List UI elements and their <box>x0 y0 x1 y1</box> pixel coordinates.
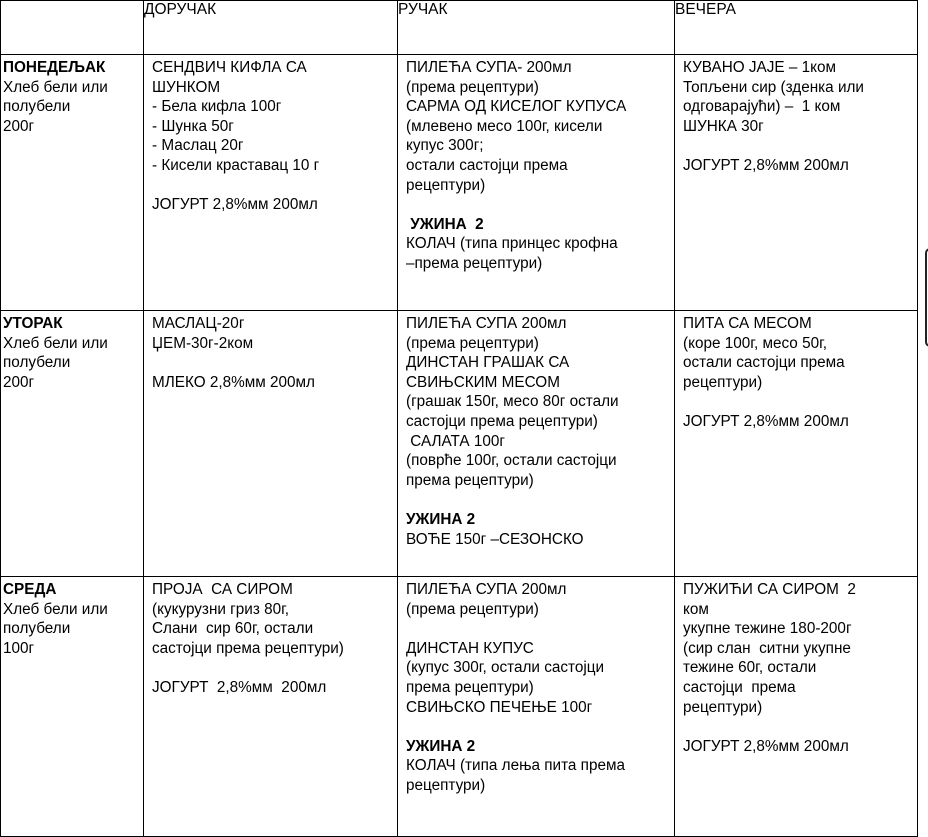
menu-line: рецептури) <box>406 776 486 794</box>
menu-line: ЈОГУРТ 2,8%мм 200мл <box>152 678 327 696</box>
menu-line: ПРОЈА СА СИРОМ <box>152 581 293 598</box>
menu-line: 200г <box>3 373 35 391</box>
breakfast-cell <box>144 577 398 837</box>
menu-line: ЈОГУРТ 2,8%мм 200мл <box>683 156 849 174</box>
menu-line: ПИЛЕЋА СУПА 200мл <box>406 315 567 332</box>
menu-line: (према рецептури) <box>406 600 539 618</box>
menu-line: ПИЛЕЋА СУПА- 200мл <box>406 59 572 76</box>
menu-line: укупне тежине 180-200г <box>683 620 852 638</box>
table-row <box>1 55 918 311</box>
spacer <box>406 619 674 639</box>
menu-line: рецептури) <box>406 176 486 194</box>
menu-line: СВИЊСКО ПЕЧЕЊЕ 100г <box>406 698 593 716</box>
menu-line: ЏЕМ-30г-2ком <box>152 334 254 352</box>
header-dinner: ВЕЧЕРА <box>675 1 918 55</box>
spacer <box>406 717 674 737</box>
menu-line: остали састојци према <box>406 156 568 174</box>
menu-line: ПИТА СА МЕСОМ <box>683 315 812 332</box>
menu-line: (грашак 150г, месо 80г остали <box>406 393 619 411</box>
header-breakfast: ДОРУЧАК <box>144 1 398 55</box>
spacer <box>152 658 397 678</box>
menu-line: Топљени сир (зденка или <box>683 78 864 96</box>
day-name: УТОРАК <box>3 315 63 332</box>
header-day <box>1 1 144 55</box>
spacer <box>152 176 397 196</box>
menu-line: (кукурузни гриз 80г, <box>152 600 290 618</box>
day-cell <box>1 311 144 577</box>
lunch-cell <box>398 55 675 311</box>
day-cell <box>1 577 144 837</box>
menu-line: (млевено месо 100г, кисели <box>406 117 603 135</box>
spacer <box>683 717 917 737</box>
menu-line: полубели <box>3 354 71 372</box>
day-cell <box>1 55 144 311</box>
snack-heading: УЖИНА 2 <box>406 215 484 233</box>
menu-line: КОЛАЧ (типа лења пита према <box>406 757 626 775</box>
menu-line: (поврће 100г, остали састојци <box>406 452 617 470</box>
menu-line: КОЛАЧ (типа принцес крофна <box>406 235 618 253</box>
breakfast-cell <box>144 311 398 577</box>
menu-line: МАСЛАЦ-20г <box>152 315 245 332</box>
menu-line: ЈОГУРТ 2,8%мм 200мл <box>683 737 849 755</box>
table-row <box>1 311 918 577</box>
dinner-cell <box>675 311 918 577</box>
menu-line: –према рецептури) <box>406 254 543 272</box>
spacer <box>406 195 674 215</box>
menu-line: рецептури) <box>683 373 763 391</box>
menu-line: полубели <box>3 620 71 638</box>
menu-line: ПУЖИЋИ СА СИРОМ 2 <box>683 581 856 598</box>
menu-line: - Шунка 50г <box>152 117 234 135</box>
menu-line: тежине 60г, остали <box>683 659 817 677</box>
menu-line: ЈОГУРТ 2,8%мм 200мл <box>683 412 849 430</box>
menu-line: Слани сир 60г, остали <box>152 620 314 638</box>
dinner-cell <box>675 55 918 311</box>
menu-line: (према рецептури) <box>406 334 539 352</box>
menu-line: - Маслац 20г <box>152 137 244 155</box>
menu-line: Хлеб бели или <box>3 334 108 352</box>
menu-line: ПИЛЕЋА СУПА 200мл <box>406 581 567 598</box>
menu-line: према рецептури) <box>406 471 534 489</box>
menu-line: КУВАНО ЈАЈЕ – 1ком <box>683 59 836 76</box>
menu-line: Хлеб бели или <box>3 600 108 618</box>
menu-line: - Бела кифла 100г <box>152 98 282 116</box>
menu-line: према рецептури) <box>406 678 534 696</box>
menu-line: СВИЊСКИМ МЕСОМ <box>406 373 560 391</box>
spacer <box>683 136 917 156</box>
menu-line: МЛЕКО 2,8%мм 200мл <box>152 373 315 391</box>
snack-heading: УЖИНА 2 <box>406 737 476 755</box>
menu-line: ком <box>683 600 709 618</box>
menu-line: састојци према <box>683 678 796 696</box>
menu-line: (коре 100г, месо 50г, <box>683 334 828 352</box>
menu-line: (према рецептури) <box>406 78 539 96</box>
header-lunch: РУЧАК <box>398 1 675 55</box>
menu-line: САЛАТА 100г <box>406 432 505 450</box>
menu-line: купус 300г; <box>406 137 484 155</box>
menu-line: САРМА ОД КИСЕЛОГ КУПУСА <box>406 98 627 116</box>
spacer <box>406 490 674 510</box>
day-name: СРЕДА <box>3 581 57 598</box>
menu-line: ДИНСТАН ГРАШАК СА <box>406 354 570 372</box>
menu-line: ШУНКОМ <box>152 78 221 96</box>
spacer <box>683 392 917 412</box>
breakfast-cell <box>144 55 398 311</box>
menu-line: ШУНКА 30г <box>683 117 764 135</box>
lunch-cell <box>398 577 675 837</box>
menu-line: СЕНДВИЧ КИФЛА СА <box>152 59 307 76</box>
menu-line: - Кисели краставац 10 г <box>152 156 320 174</box>
menu-line: одговарајући) – 1 ком <box>683 98 841 116</box>
menu-line: остали састојци према <box>683 354 845 372</box>
menu-line: 100г <box>3 639 35 657</box>
dinner-cell <box>675 577 918 837</box>
menu-line: 200г <box>3 117 35 135</box>
snack-heading: УЖИНА 2 <box>406 510 476 528</box>
menu-line: (сир слан ситни укупне <box>683 639 851 657</box>
menu-line: (купус 300г, остали састојци <box>406 659 605 677</box>
menu-line: ЈОГУРТ 2,8%мм 200мл <box>152 196 318 214</box>
menu-line: полубели <box>3 98 71 116</box>
menu-line: ВОЋЕ 150г –СЕЗОНСКО <box>406 530 584 548</box>
menu-line: рецептури) <box>683 698 763 716</box>
lunch-cell <box>398 311 675 577</box>
menu-line: састојци према рецептури) <box>152 639 344 657</box>
header-row <box>1 1 918 55</box>
menu-line: ДИНСТАН КУПУС <box>406 639 534 657</box>
spacer <box>152 353 397 373</box>
table-row <box>1 577 918 837</box>
menu-line: састојци према рецептури) <box>406 412 598 430</box>
day-name: ПОНЕДЕЉАК <box>3 59 106 76</box>
menu-line: Хлеб бели или <box>3 78 108 96</box>
